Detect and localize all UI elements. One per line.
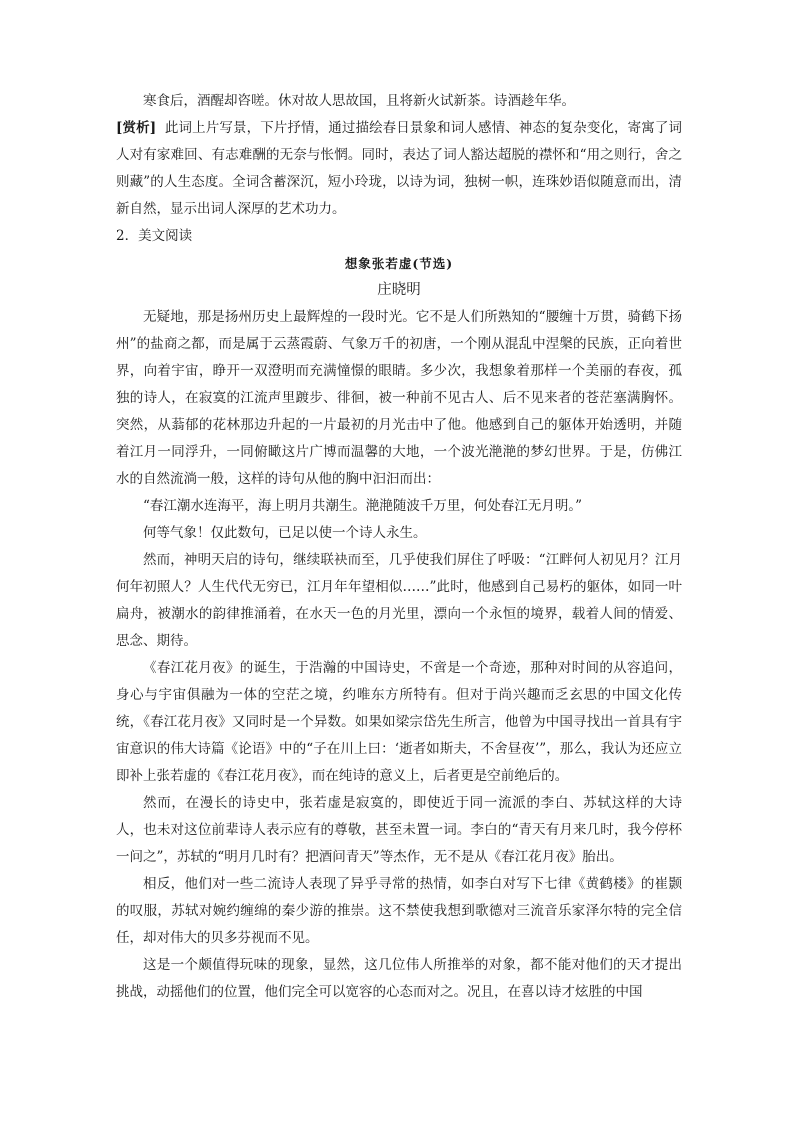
essay-paragraph: 然而，在漫长的诗史中，张若虚是寂寞的，即使近于同一流派的李白、苏轼这样的大诗人，也未对这位前辈诗人表示应有的尊敬，甚至未置一词。李白的“青天有月来几时，我今停杯一问之”，苏轼的“明月几时有？把酒问青天”等杰作，无不是从《春江花月夜》胎出。: [116, 795, 682, 865]
document-body: [116, 88, 682, 1006]
appreciation-paragraph: [116, 115, 682, 223]
essay-paragraph: 这是一个颇值得玩味的现象，显然，这几位伟人所推举的对象，都不能对他们的天才提出挑战，动摇他们的位置，他们完全可以宽容的心态而对之。况且，在喜以诗才炫胜的中国: [116, 957, 682, 1000]
essay-author: 庄晓明: [377, 282, 421, 298]
essay-title: 想象张若虚(节选): [344, 256, 454, 271]
essay-paragraph: “春江潮水连海平，海上明月共潮生。滟滟随波千万里，何处春江无月明。”: [143, 498, 583, 514]
essay-paragraph: 相反，他们对一些二流诗人表现了异乎寻常的热情，如李白对写下七律《黄鹤楼》的崔颢的叹服，苏轼对婉约缠绵的秦少游的推崇。这不禁使我想到歌德对三流音乐家泽尔特的完全信任，却对伟大的贝多芬视而不见。: [116, 876, 682, 946]
essay-paragraph: 无疑地，那是扬州历史上最辉煌的一段时光。它不是人们所熟知的“腰缠十万贯，骑鹤下扬州”的盐商之都，而是属于云蒸霞蔚、气象万千的初唐，一个刚从混乱中涅槃的民族，正向着世界，向着宇宙，睁开一双澄明而充满憧憬的眼睛。多少次，我想象着那样一个美丽的春夜，孤独的诗人，在寂寞的江流声里踱步、徘徊，被一种前不见古人、后不见来者的苍茫塞满胸怀。突然，从蓊郁的花林那边升起的一片最初的月光击中了他。他感到自己的躯体开始透明，并随着江月一同浮升，一同俯瞰这片广博而温馨的大地，一个波光滟滟的梦幻世界。于是，仿佛江水的自然流淌一般，这样的诗句从他的胸中汩汩而出：: [116, 309, 682, 487]
appreciation-text: 此词上片写景，下片抒情，通过描绘春日景象和词人感情、神态的复杂变化，寄寓了词人对有家难回、有志难酬的无奈与怅惘。同时，表达了词人豁达超脱的襟怀和“用之则行，舍之则藏”的人生态度。全词含蓄深沉，短小玲珑，以诗为词，独树一帜，连珠妙语似随意而出，清新自然，显示出词人深厚的艺术功力。: [116, 120, 682, 217]
essay-paragraph: 何等气象！仅此数句，已足以使一个诗人永生。: [143, 525, 427, 541]
poem-last-line: 寒食后，酒醒却咨嗟。休对故人思故国，且将新火试新茶。诗酒趁年华。: [143, 93, 575, 109]
section-heading: 2．美文阅读: [116, 228, 193, 244]
essay-paragraph: 《春江花月夜》的诞生，于浩瀚的中国诗史，不啻是一个奇迹，那种对时间的从容追问，身心与宇宙俱融为一体的空茫之境，约唯东方所特有。但对于尚兴趣而乏玄思的中国文化传统，《春江花月夜》又同时是一个异数。如果如梁宗岱先生所言，他曾为中国寻找出一首具有宇宙意识的伟大诗篇《论语》中的“子在川上曰：‘逝者如斯夫，不舍昼夜’”，那么，我认为还应立即补上张若虚的《春江花月夜》，而在纯诗的意义上，后者更是空前绝后的。: [116, 660, 682, 784]
appreciation-label: [赏析]: [116, 120, 157, 136]
essay-paragraph: 然而，神明天启的诗句，继续联袂而至，几乎使我们屏住了呼吸：“江畔何人初见月？江月何年初照人？人生代代无穷已，江月年年望相似……”此时，他感到自己易朽的躯体，如同一叶扁舟，被潮水的韵律推涌着，在水天一色的月光里，漂向一个永恒的境界，载着人间的情爱、思念、期待。: [116, 552, 682, 649]
